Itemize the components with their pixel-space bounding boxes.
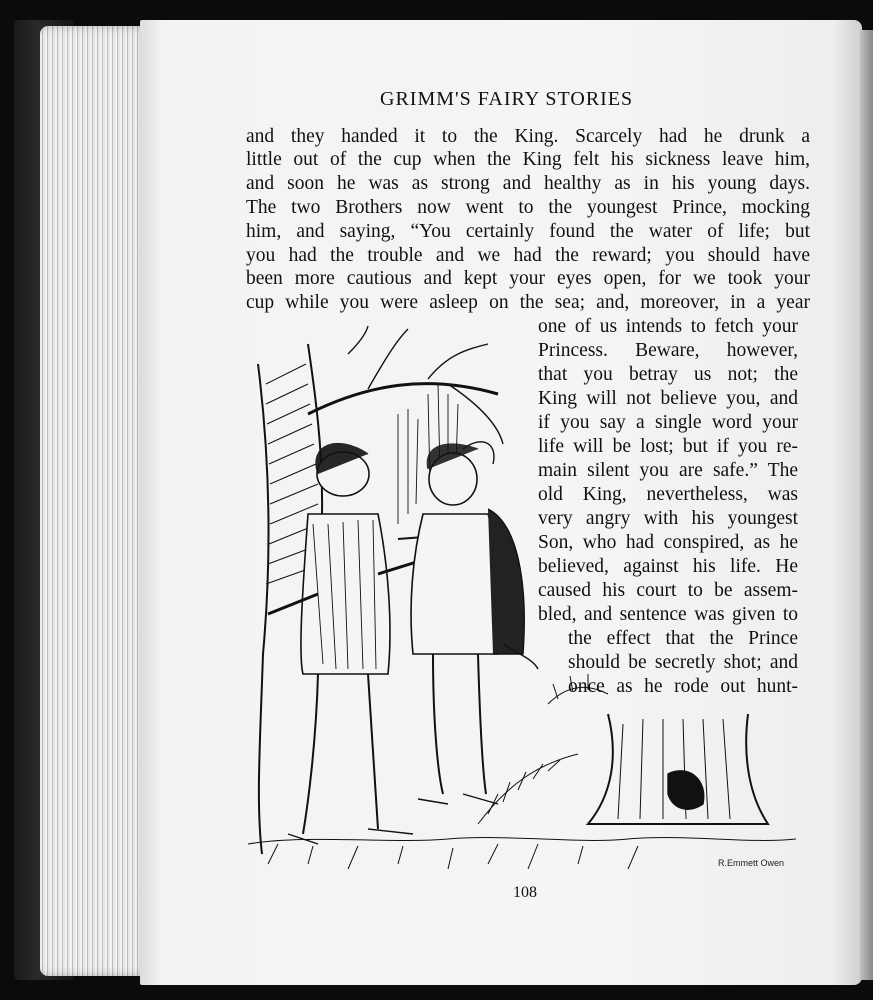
text-line: you had the trouble and we had the reward; you should have <box>246 245 810 266</box>
text-line: if you say a single word your <box>538 412 798 433</box>
text-line: believed, against his life. He <box>538 556 798 577</box>
text-line: caused his court to be assem- <box>538 580 798 601</box>
text-line: main silent you are safe.” The <box>538 460 798 481</box>
right-page-edge <box>860 30 873 980</box>
page-number: 108 <box>513 884 537 901</box>
text-line: The two Brothers now went to the youngest Prince, mocking <box>246 197 810 218</box>
text-line: little out of the cup when the King felt his sickness leave him, <box>246 149 810 170</box>
text-line: bled, and sentence was given to <box>538 604 798 625</box>
text-line: and soon he was as strong and healthy as in his young days. <box>246 173 810 194</box>
text-line: old King, nevertheless, was <box>538 484 798 505</box>
illustration-signature: R.Emmett Owen <box>718 858 785 868</box>
text-line: Son, who had conspired, as he <box>538 532 798 553</box>
text-line: one of us intends to fetch your <box>538 316 798 337</box>
text-line: and they handed it to the King. Scarcely had he drunk a <box>246 126 810 147</box>
text-line: that you betray us not; the <box>538 364 798 385</box>
text-line: very angry with his youngest <box>538 508 798 529</box>
text-line: cup while you were asleep on the sea; and, moreover, in a year <box>246 292 810 313</box>
text-line: should be secretly shot; and <box>568 652 798 673</box>
text-line: Princess. Beware, however, <box>538 340 798 361</box>
text-line: been more cautious and kept your eyes open, for we took your <box>246 268 810 289</box>
running-head: GRIMM'S FAIRY STORIES <box>380 88 634 110</box>
text-line: King will not believe you, and <box>538 388 798 409</box>
text-line: life will be lost; but if you re- <box>538 436 798 457</box>
page-edges <box>40 26 150 976</box>
woodcut-illustration-icon <box>248 324 796 876</box>
text-line: the effect that the Prince <box>568 628 798 649</box>
text-line: once as he rode out hunt- <box>568 676 798 697</box>
text-line: him, and saying, “You certainly found the water of life; but <box>246 221 810 242</box>
